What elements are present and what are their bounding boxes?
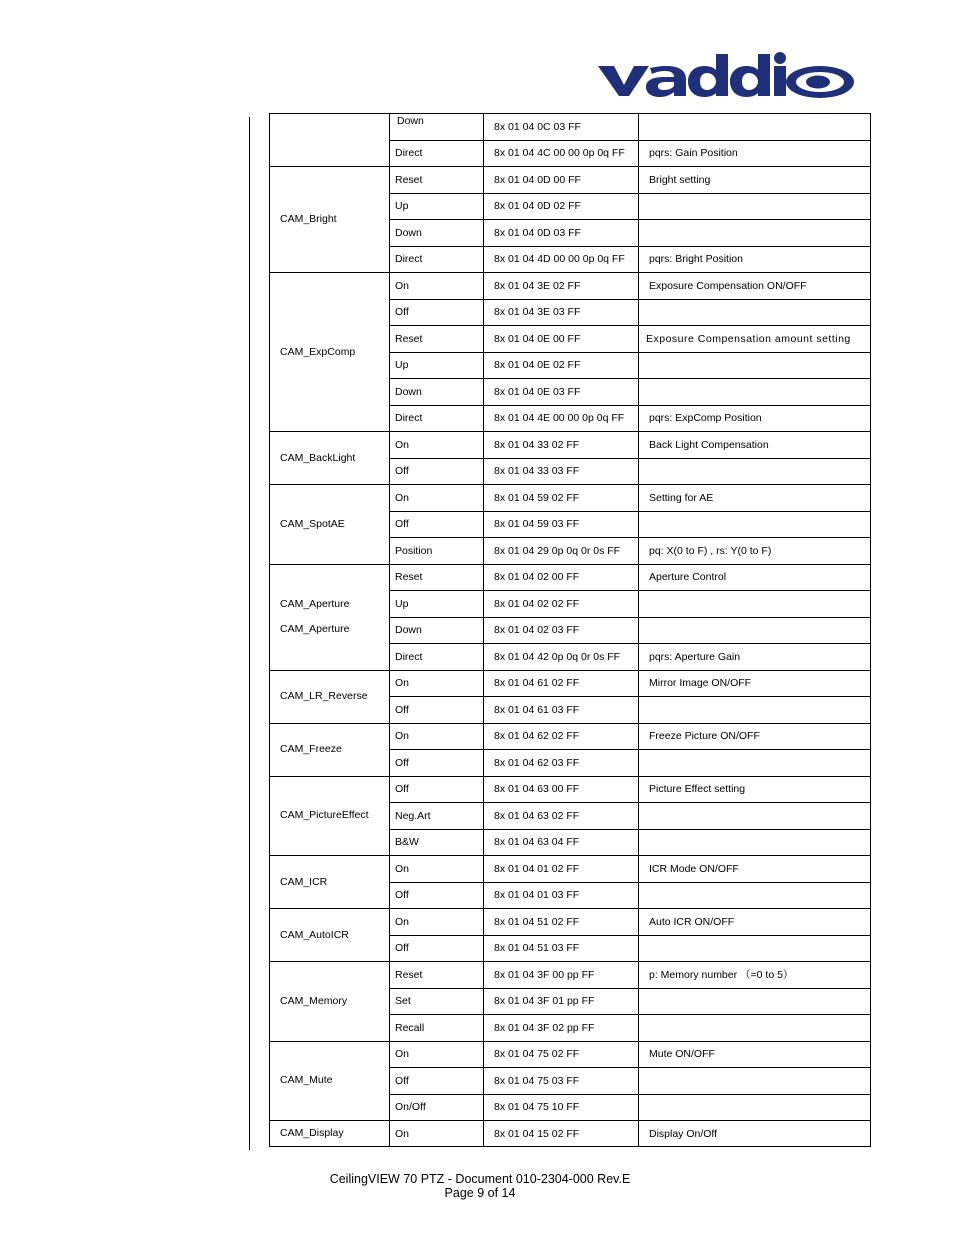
action-cell: Up <box>390 591 484 618</box>
note-cell <box>639 697 871 724</box>
command-cell: 8x 01 04 62 03 FF <box>484 750 639 777</box>
action-cell: Reset <box>390 564 484 591</box>
action-cell: Off <box>390 299 484 326</box>
note-cell: Exposure Compensation amount setting <box>639 326 871 353</box>
action-cell: On/Off <box>390 1094 484 1121</box>
command-cell: 8x 01 04 0E 02 FF <box>484 352 639 379</box>
command-cell: 8x 01 04 3F 01 pp FF <box>484 988 639 1015</box>
action-cell: On <box>390 485 484 512</box>
table-row <box>270 273 871 300</box>
command-table <box>269 113 871 1147</box>
action-cell: Down <box>390 617 484 644</box>
note-cell: Setting for AE <box>639 485 871 512</box>
command-group-label: CAM_Mute <box>280 1074 333 1087</box>
command-cell: 8x 01 04 59 03 FF <box>484 511 639 538</box>
action-cell: On <box>390 856 484 883</box>
action-cell: Direct <box>390 246 484 273</box>
table-row <box>270 1121 871 1147</box>
table-row <box>270 114 871 141</box>
command-group-name <box>270 776 390 856</box>
command-group-label: CAM_Bright <box>280 213 337 225</box>
command-cell: 8x 01 04 01 02 FF <box>484 856 639 883</box>
command-group-label: CAM_Memory <box>280 994 348 1007</box>
table-row <box>270 564 871 591</box>
note-cell: Freeze Picture ON/OFF <box>639 723 871 750</box>
action-cell: Set <box>390 988 484 1015</box>
command-group-name <box>270 114 390 167</box>
action-cell: Position <box>390 538 484 565</box>
command-cell: 8x 01 04 75 03 FF <box>484 1068 639 1095</box>
command-group-label: CAM_Aperture <box>280 623 350 635</box>
command-cell: 8x 01 04 4E 00 00 0p 0q FF <box>484 405 639 432</box>
command-cell: 8x 01 04 0E 00 FF <box>484 326 639 353</box>
note-cell <box>639 882 871 909</box>
command-group-label: CAM_Display <box>280 1127 344 1139</box>
command-cell: 8x 01 04 75 10 FF <box>484 1094 639 1121</box>
note-cell: pqrs: Gain Position <box>639 140 871 167</box>
command-group-label: CAM_BackLight <box>280 451 356 464</box>
table-row <box>270 167 871 194</box>
action-cell: On <box>390 432 484 459</box>
command-group-label: CAM_SpotAE <box>280 517 345 530</box>
action-cell: Off <box>390 750 484 777</box>
command-cell: 8x 01 04 0C 03 FF <box>484 114 639 141</box>
action-cell: B&W <box>390 829 484 856</box>
command-cell: 8x 01 04 61 03 FF <box>484 697 639 724</box>
action-cell: On <box>390 670 484 697</box>
table-row <box>270 670 871 697</box>
note-cell <box>639 1015 871 1042</box>
note-cell: pqrs: Bright Position <box>639 246 871 273</box>
command-cell: 8x 01 04 51 03 FF <box>484 935 639 962</box>
note-cell: Picture Effect setting <box>639 776 871 803</box>
note-cell: Exposure Compensation ON/OFF <box>639 273 871 300</box>
note-cell: ICR Mode ON/OFF <box>639 856 871 883</box>
note-cell: Display On/Off <box>639 1121 871 1147</box>
command-group-label: CAM_AutoICR <box>280 928 349 941</box>
command-group-name <box>270 432 390 485</box>
note-cell <box>639 935 871 962</box>
command-group-name <box>270 273 390 432</box>
command-cell: 8x 01 04 63 04 FF <box>484 829 639 856</box>
command-cell: 8x 01 04 63 00 FF <box>484 776 639 803</box>
table-row <box>270 776 871 803</box>
command-group-name <box>270 1121 390 1147</box>
action-cell: Direct <box>390 405 484 432</box>
command-group-label: CAM_ExpComp <box>280 345 356 358</box>
command-group-name <box>270 485 390 565</box>
note-cell: pqrs: Aperture Gain <box>639 644 871 671</box>
command-group-label: CAM_Freeze <box>280 743 342 755</box>
note-cell <box>639 193 871 220</box>
command-cell: 8x 01 04 0D 02 FF <box>484 193 639 220</box>
command-group-label: CAM_PictureEffect <box>280 809 369 822</box>
action-cell: Off <box>390 697 484 724</box>
footer-document-title: CeilingVIEW 70 PTZ - Document 010-2304-000 Rev.E <box>329 1172 631 1186</box>
command-cell: 8x 01 04 01 03 FF <box>484 882 639 909</box>
command-cell: 8x 01 04 61 02 FF <box>484 670 639 697</box>
action-cell: Up <box>390 352 484 379</box>
command-cell: 8x 01 04 62 02 FF <box>484 723 639 750</box>
action-cell: Reset <box>390 962 484 989</box>
command-cell: 8x 01 04 63 02 FF <box>484 803 639 830</box>
action-cell: Direct <box>390 140 484 167</box>
note-cell: Mirror Image ON/OFF <box>639 670 871 697</box>
command-group-name <box>270 962 390 1042</box>
table-row <box>270 909 871 936</box>
command-cell: 8x 01 04 0D 03 FF <box>484 220 639 247</box>
table-row <box>270 432 871 459</box>
command-group-label: CAM_LR_Reverse <box>280 690 368 702</box>
command-cell: 8x 01 04 51 02 FF <box>484 909 639 936</box>
action-cell: Reset <box>390 167 484 194</box>
command-cell: 8x 01 04 3F 02 pp FF <box>484 1015 639 1042</box>
command-cell: 8x 01 04 4D 00 00 0p 0q FF <box>484 246 639 273</box>
note-cell <box>639 803 871 830</box>
note-cell <box>639 379 871 406</box>
action-cell: On <box>390 1041 484 1068</box>
note-cell: Back Light Compensation <box>639 432 871 459</box>
action-cell: Down <box>390 379 484 406</box>
note-cell <box>639 114 871 141</box>
note-cell: p: Memory number （=0 to 5） <box>639 962 871 989</box>
note-cell <box>639 352 871 379</box>
note-cell <box>639 591 871 618</box>
table-row <box>270 485 871 512</box>
action-cell: Neg.Art <box>390 803 484 830</box>
command-group-name <box>270 670 390 723</box>
command-cell: 8x 01 04 59 02 FF <box>484 485 639 512</box>
action-cell: Off <box>390 935 484 962</box>
note-cell <box>639 511 871 538</box>
command-cell: 8x 01 04 0D 00 FF <box>484 167 639 194</box>
note-cell <box>639 1094 871 1121</box>
note-cell <box>639 1068 871 1095</box>
note-cell: Bright setting <box>639 167 871 194</box>
note-cell: Aperture Control <box>639 564 871 591</box>
command-cell: 8x 01 04 33 02 FF <box>484 432 639 459</box>
vaddio-logo <box>596 52 856 100</box>
command-cell: 8x 01 04 3E 03 FF <box>484 299 639 326</box>
note-cell: Mute ON/OFF <box>639 1041 871 1068</box>
action-cell: On <box>390 273 484 300</box>
command-cell: 8x 01 04 4C 00 00 0p 0q FF <box>484 140 639 167</box>
table-row <box>270 723 871 750</box>
command-cell: 8x 01 04 29 0p 0q 0r 0s FF <box>484 538 639 565</box>
action-cell: Recall <box>390 1015 484 1042</box>
command-cell: 8x 01 04 3F 00 pp FF <box>484 962 639 989</box>
command-group-name <box>270 723 390 776</box>
table-row <box>270 1041 871 1068</box>
action-cell: Off <box>390 882 484 909</box>
note-cell: Auto ICR ON/OFF <box>639 909 871 936</box>
action-cell: Off <box>390 511 484 538</box>
action-cell: On <box>390 909 484 936</box>
action-cell: On <box>390 1121 484 1147</box>
note-cell <box>639 750 871 777</box>
action-cell: Down <box>390 220 484 247</box>
footer-page-number: Page 9 of 14 <box>444 1186 516 1200</box>
action-cell: Up <box>390 193 484 220</box>
action-cell: On <box>390 723 484 750</box>
command-cell: 8x 01 04 42 0p 0q 0r 0s FF <box>484 644 639 671</box>
action-cell: Off <box>390 776 484 803</box>
command-group-label: CAM_Aperture <box>280 598 350 610</box>
note-cell <box>639 458 871 485</box>
note-cell: pq: X(0 to F) , rs: Y(0 to F) <box>639 538 871 565</box>
note-cell <box>639 617 871 644</box>
command-group-name <box>270 1041 390 1121</box>
command-group-name <box>270 856 390 909</box>
command-cell: 8x 01 04 75 02 FF <box>484 1041 639 1068</box>
action-cell: Off <box>390 1068 484 1095</box>
command-group-name <box>270 564 390 670</box>
note-cell <box>639 988 871 1015</box>
action-cell: Off <box>390 458 484 485</box>
note-cell <box>639 299 871 326</box>
action-cell: Down <box>390 114 484 141</box>
action-cell: Direct <box>390 644 484 671</box>
command-cell: 8x 01 04 02 00 FF <box>484 564 639 591</box>
note-cell: pqrs: ExpComp Position <box>639 405 871 432</box>
change-bar <box>249 117 250 1150</box>
table-row <box>270 962 871 989</box>
command-cell: 8x 01 04 02 02 FF <box>484 591 639 618</box>
command-cell: 8x 01 04 15 02 FF <box>484 1121 639 1147</box>
command-cell: 8x 01 04 3E 02 FF <box>484 273 639 300</box>
command-cell: 8x 01 04 02 03 FF <box>484 617 639 644</box>
command-group-name <box>270 167 390 273</box>
note-cell <box>639 220 871 247</box>
table-row <box>270 856 871 883</box>
command-group-name <box>270 909 390 962</box>
note-cell <box>639 829 871 856</box>
action-cell: Reset <box>390 326 484 353</box>
command-group-label: CAM_ICR <box>280 875 328 888</box>
command-table-body <box>270 114 871 1147</box>
command-cell: 8x 01 04 0E 03 FF <box>484 379 639 406</box>
command-cell: 8x 01 04 33 03 FF <box>484 458 639 485</box>
